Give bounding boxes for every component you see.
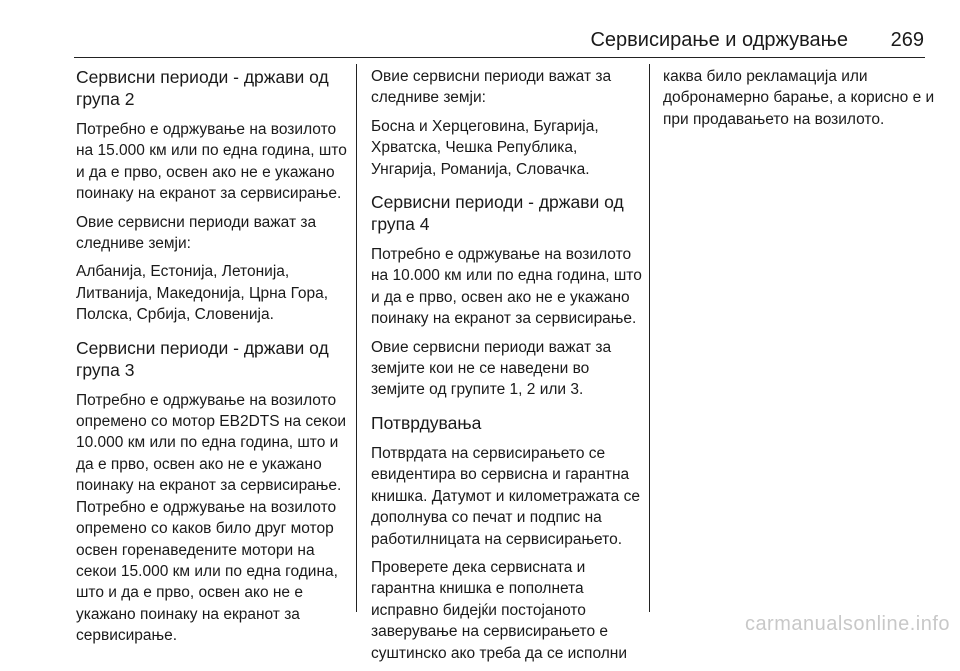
column-3 — [663, 66, 935, 137]
paragraph: Потребно е одржување на возилото опремено со мотор EB2DTS на секои 10.000 км или по една година, што и да е прво, освен ако не е укажано поинаку на екранот за сервисирање. Потребно е одржување на возилото опремено со каков било друг мотор освен горенаведените мотори на секои 15.000 км или по една година, што и да е прво, освен ако не е укажано поинаку на екранот за сервисирање. — [76, 391, 346, 645]
paragraph: Овие сервисни периоди важат за следниве земји: — [371, 68, 612, 107]
column-2 — [371, 66, 643, 671]
heading-group-4: Сервисни периоди - држави од група 4 — [371, 192, 624, 235]
paragraph: Потврдата на сервисирањето се евидентира во сервисна и гарантна книшка. Датумот и километражата се дополнува со печат и подпис на работилницата на сервисирањето. — [371, 444, 640, 548]
paragraph: Босна и Херцеговина, Бугарија, Хрватска, Чешка Република, Унгарија, Романија, Словачка. — [371, 117, 599, 178]
watermark: carmanualsonline.info — [744, 613, 950, 635]
paragraph: Овие сервисни периоди важат за земјите кои не се наведени во земјите од групите 1, 2 или 3. — [371, 338, 612, 399]
section-title: Сервисирање и одржување — [590, 29, 848, 51]
paragraph: Потребно е одржување на возилото на 15.000 км или по една година, што и да е прво, освен ако не е укажано поинаку на екранот за сервисирање. — [76, 121, 347, 203]
page-number: 269 — [890, 29, 924, 51]
heading-confirmations: Потврдувања — [371, 412, 482, 433]
paragraph: каква било рекламација или добронамерно барање, а корисно е и при продавањето на возилото. — [663, 68, 935, 128]
column-divider — [649, 64, 650, 612]
paragraph: Албанија, Естонија, Летонија, Литванија, Македонија, Црна Гора, Полска, Србија, Словенија. — [76, 263, 329, 324]
heading-group-3: Сервисни периоди - држави од група 3 — [76, 337, 329, 380]
column-divider — [356, 64, 357, 612]
heading-group-2: Сервисни периоди - држави од група 2 — [76, 67, 329, 109]
paragraph: Проверете дека сервисната и гарантна книшка е пополнета исправно бидејќи постојаното заверување на сервисирањето е суштинско ако треба да се исполни — [371, 558, 627, 662]
page-header — [0, 0, 960, 60]
paragraph: Овие сервисни периоди важат за следниве земји: — [76, 213, 317, 253]
column-1 — [76, 66, 348, 654]
header-divider — [74, 57, 925, 58]
paragraph: Потребно е одржување на возилото на 10.000 км или по една година, што и да е прво, освен ако не е укажано поинаку на екранот за сервисирање. — [371, 246, 642, 328]
